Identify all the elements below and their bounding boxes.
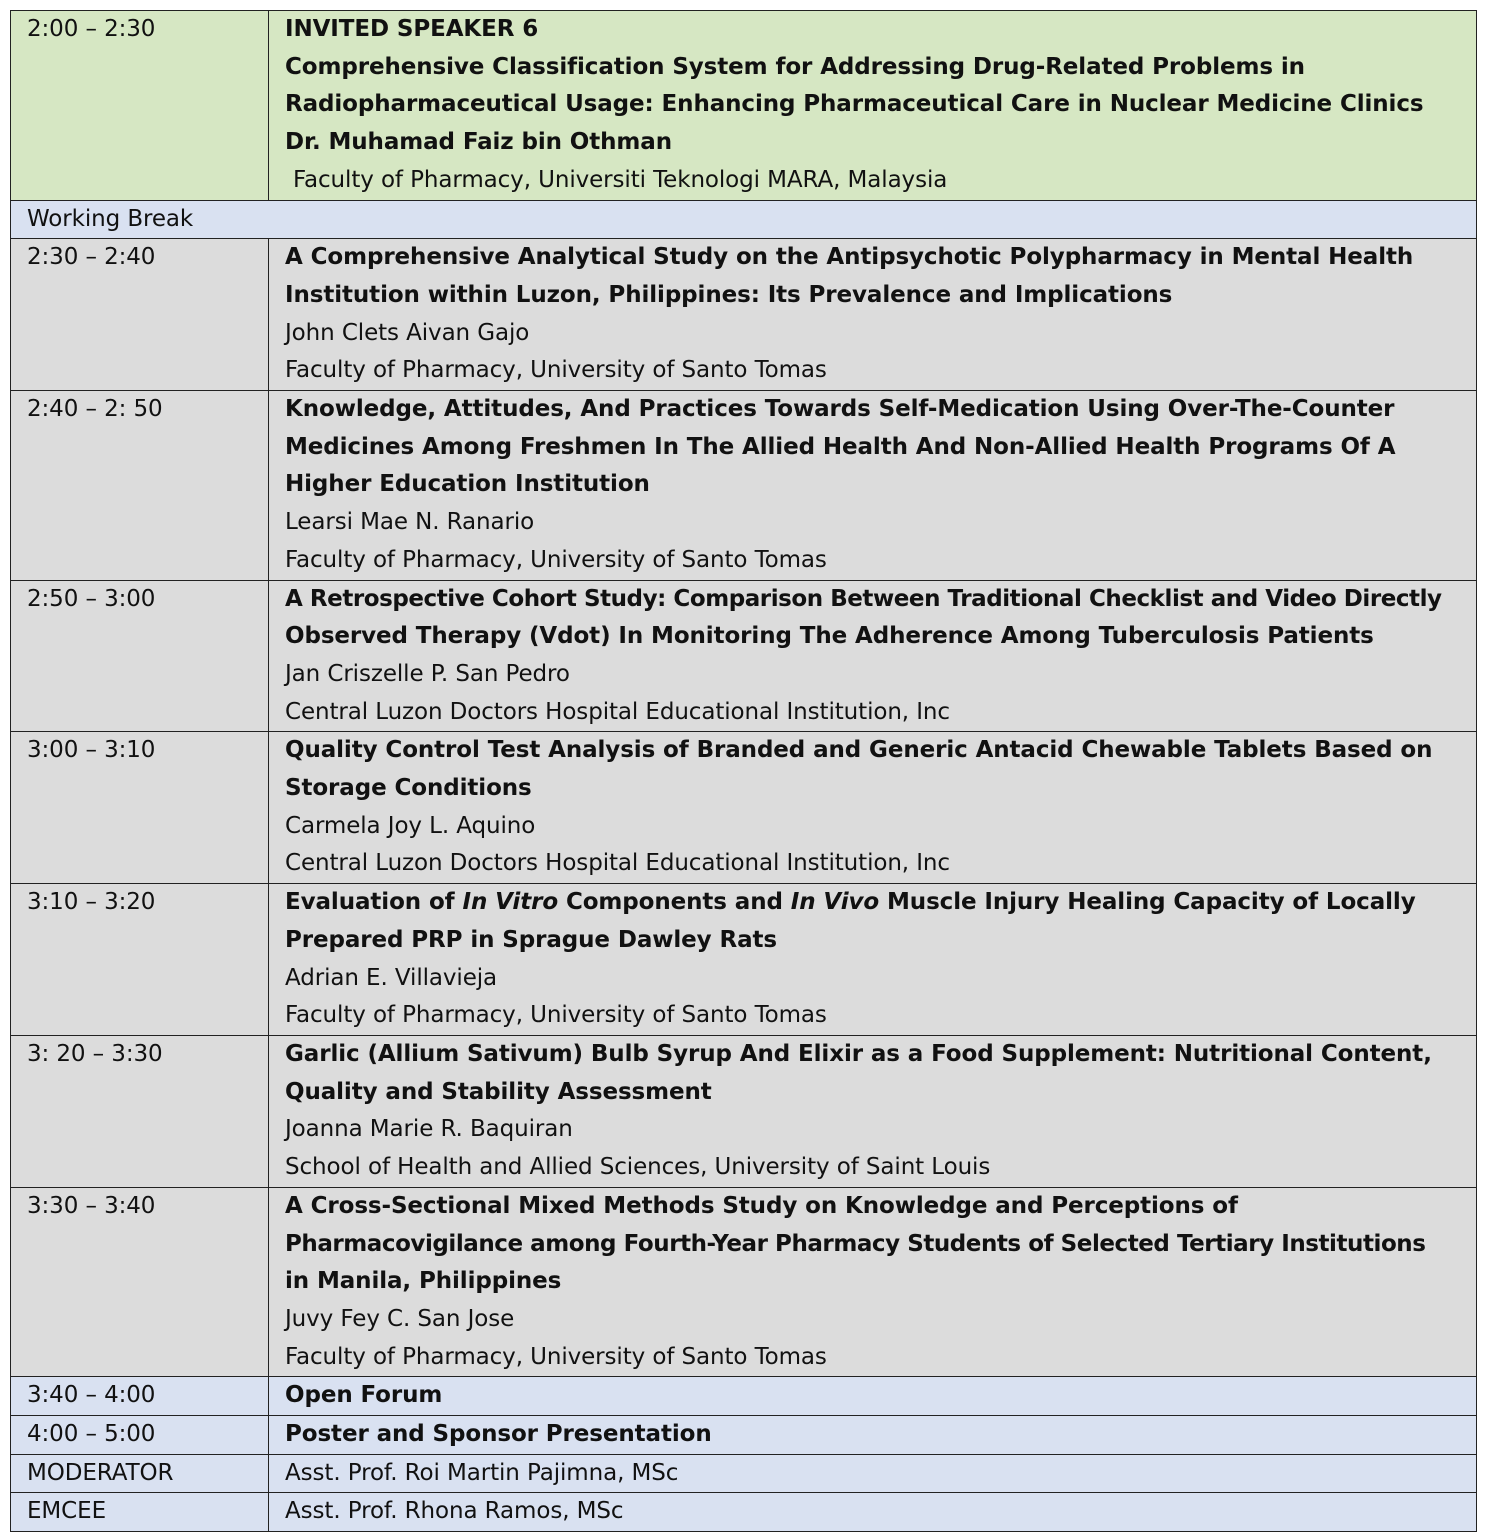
time-cell: 2:00 – 2:30 [11,11,269,201]
program-schedule [10,10,1477,1532]
session-row [11,884,1477,1036]
session-row [11,732,1477,884]
talk-title: Observed Therapy (Vdot) In Monitoring The Adherence Among Tuberculosis Patients [285,623,1374,650]
invited-label: INVITED SPEAKER 6 [285,16,539,42]
presenter-affiliation: School of Health and Allied Sciences, University of Saint Louis [285,1154,991,1181]
moderator-row [11,1454,1477,1493]
talk-title: Garlic (Allium Sativum) Bulb Syrup And Elixir as a Food Supplement: Nutritional Content, [285,1040,1432,1067]
time-label: 2:50 – 3:00 [27,585,156,612]
time-label: 3: 20 – 3:30 [27,1040,163,1067]
speaker-name: Dr. Muhamad Faiz bin Othman [285,129,672,156]
time-label: 3:10 – 3:20 [27,889,156,916]
talk-title: Storage Conditions [285,775,532,802]
presenter-name: Joanna Marie R. Baquiran [285,1116,573,1143]
presenter-affiliation: Faculty of Pharmacy, University of Santo Tomas [285,357,827,384]
emcee-name: Asst. Prof. Rhona Ramos, MSc [285,1498,624,1525]
presenter-affiliation: Central Luzon Doctors Hospital Educational Institution, Inc [285,850,950,877]
open-forum-row [11,1377,1477,1416]
talk-title: Quality and Stability Assessment [285,1078,712,1105]
presenter-affiliation: Central Luzon Doctors Hospital Educational Institution, Inc [285,698,950,725]
presenter-affiliation: Faculty of Pharmacy, University of Santo Tomas [285,1343,827,1370]
talk-title: Prepared PRP in Sprague Dawley Rats [285,926,777,953]
time-label: 2:30 – 2:40 [27,244,156,271]
role-label: MODERATOR [27,1459,174,1486]
talk-title: Radiopharmaceutical Usage: Enhancing Pharmaceutical Care in Nuclear Medicine Clinics [285,91,1424,118]
talk-title: Quality Control Test Analysis of Branded and Generic Antacid Chewable Tablets Based on [285,737,1433,764]
talk-title: Knowledge, Attitudes, And Practices Towards Self-Medication Using Over-The-Counter [285,396,1395,423]
schedule-table [10,10,1477,1532]
invited-speaker-row [11,11,1477,201]
presenter-name: John Clets Aivan Gajo [285,319,530,346]
session-row [11,391,1477,581]
session-row [11,239,1477,391]
time-label: 2:40 – 2: 50 [27,396,163,423]
talk-title: in Manila, Philippines [285,1268,562,1295]
emcee-row [11,1493,1477,1532]
working-break-label: Working Break [11,200,1477,239]
content-cell [269,11,1477,201]
presenter-affiliation: Faculty of Pharmacy, University of Santo Tomas [285,546,827,573]
working-break-row [11,200,1477,239]
presenter-name: Learsi Mae N. Ranario [285,509,535,536]
presenter-name: Juvy Fey C. San Jose [285,1305,515,1332]
time-label: 4:00 – 5:00 [27,1421,156,1448]
poster-sponsor-row [11,1416,1477,1455]
talk-title: Higher Education Institution [285,471,650,498]
time-label: 3:00 – 3:10 [27,737,156,764]
talk-title: Comprehensive Classification System for Addressing Drug-Related Problems in [285,53,1305,80]
poster-sponsor-label: Poster and Sponsor Presentation [285,1421,712,1448]
talk-title: Institution within Luzon, Philippines: Its Prevalence and Implications [285,281,1173,308]
talk-title: Evaluation of In Vitro Components and In Vivo Muscle Injury Healing Capacity of Locally [285,889,1416,916]
session-row [11,1035,1477,1187]
presenter-name: Carmela Joy L. Aquino [285,812,536,839]
talk-title: A Cross-Sectional Mixed Methods Study on Knowledge and Perceptions of [285,1192,1238,1219]
role-label: EMCEE [27,1498,107,1525]
moderator-name: Asst. Prof. Roi Martin Pajimna, MSc [285,1459,679,1486]
session-row [11,580,1477,732]
talk-title: A Retrospective Cohort Study: Comparison Between Traditional Checklist and Video Directly [285,585,1442,612]
talk-title: Medicines Among Freshmen In The Allied Health And Non-Allied Health Programs Of A [285,433,1396,460]
speaker-affiliation: Faculty of Pharmacy, Universiti Teknologi MARA, Malaysia [293,166,948,193]
presenter-name: Jan Criszelle P. San Pedro [285,660,570,687]
presenter-name: Adrian E. Villavieja [285,964,498,991]
talk-title: A Comprehensive Analytical Study on the Antipsychotic Polypharmacy in Mental Health [285,244,1414,271]
presenter-affiliation: Faculty of Pharmacy, University of Santo Tomas [285,1002,827,1029]
time-label: 3:40 – 4:00 [27,1382,156,1409]
talk-title: Pharmacovigilance among Fourth-Year Pharmacy Students of Selected Tertiary Institutions [285,1230,1426,1257]
session-row [11,1187,1477,1377]
time-label: 3:30 – 3:40 [27,1192,156,1219]
open-forum-label: Open Forum [285,1382,443,1409]
